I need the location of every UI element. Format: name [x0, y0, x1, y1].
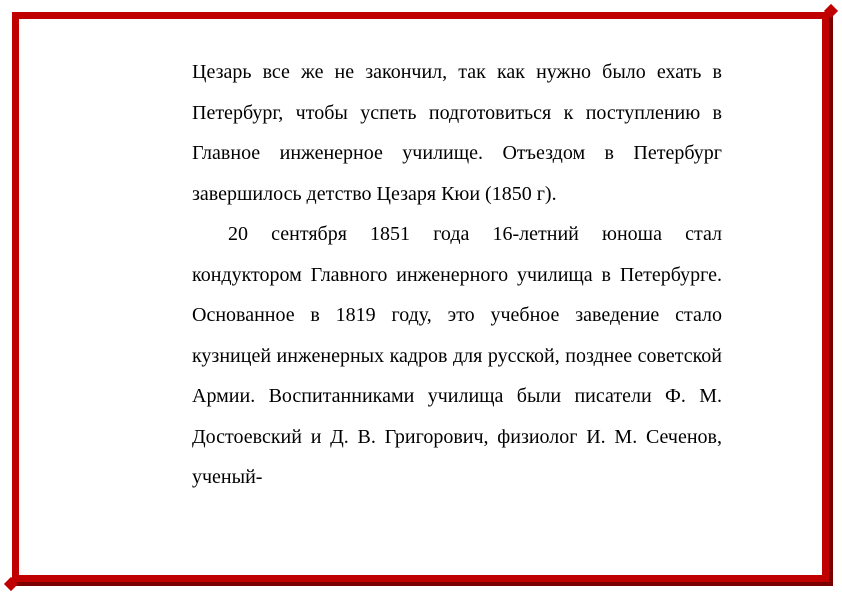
paragraph-1: Цезарь все же не закончил, так как нужно было ехать в Петербург, чтобы успеть подготовиться к поступлению в Главное инженерное училище. Отъездом в Петербург завершилось детство Цезаря Кюи (1850 г). — [192, 61, 722, 205]
paragraph-2: 20 сентября 1851 года 16-летний юноша стал кондуктором Главного инженерного училища в Петербурге. Основанное в 1819 году, это учебное заведение стало кузницей инженерных кадров для русской, позднее советской Армии. Воспитанниками училища были писатели Ф. М. Достоевский и Д. В. Григорович, физиолог И. М. Сеченов, ученый- — [192, 223, 722, 488]
body-text — [192, 52, 722, 498]
